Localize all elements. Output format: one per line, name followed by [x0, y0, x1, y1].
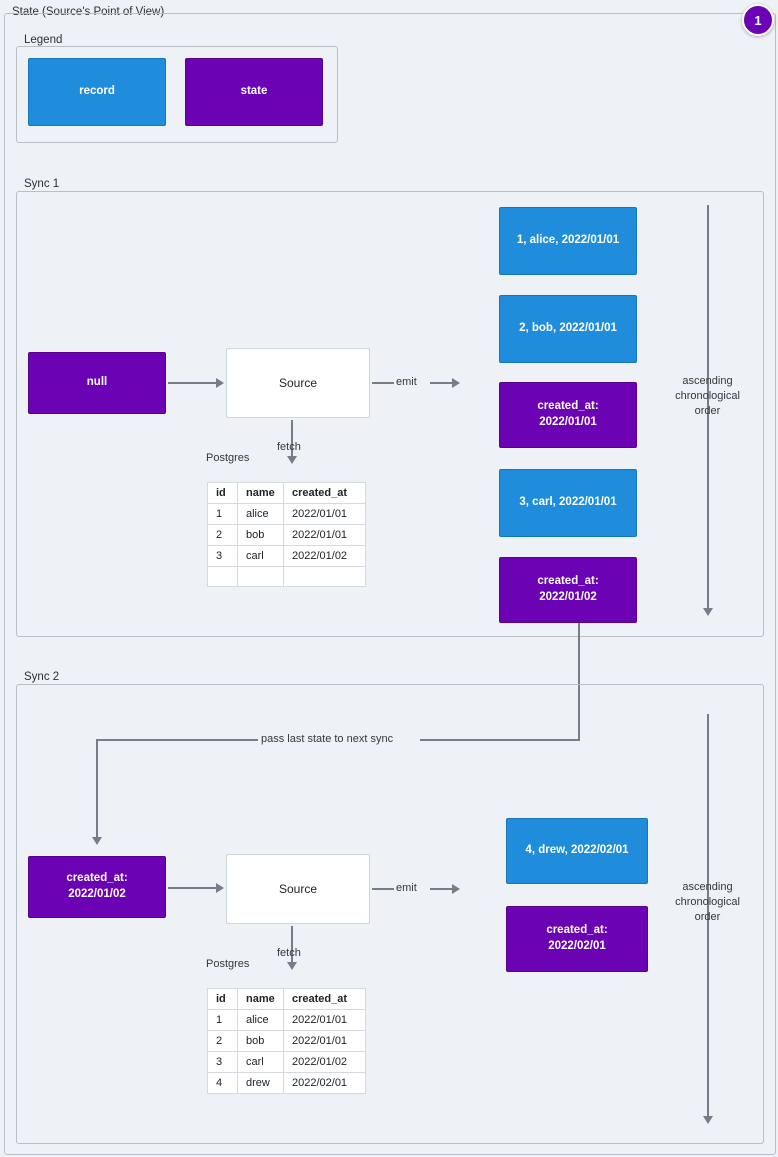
cell-id: 2 — [208, 1031, 238, 1052]
sync1-emit-label: emit — [396, 376, 417, 388]
table-row — [208, 525, 366, 546]
sync2-db-label: Postgres — [206, 958, 250, 970]
table-row — [208, 567, 366, 587]
cell-created-at: 2022/01/02 — [284, 546, 366, 567]
sync2-order-line1: ascending — [682, 881, 733, 893]
sync2-state-to-source-line — [168, 887, 216, 889]
sync1-col-id: id — [208, 483, 238, 504]
sync1-emitted-record-2 — [499, 295, 637, 363]
cell-id: 1 — [208, 504, 238, 525]
sync2-order-line2: chronological — [675, 895, 740, 908]
sync2-emitted-state-1 — [506, 906, 648, 972]
sync1-db-table — [207, 482, 366, 587]
sync2-emitted-state-1-line1: created_at: — [546, 924, 608, 937]
cell-created-at: 2022/02/01 — [284, 1073, 366, 1094]
sync2-col-name: name — [238, 989, 284, 1010]
sync1-emitted-record-3 — [499, 469, 637, 537]
sync2-emit-arrow — [452, 884, 460, 894]
sync1-input-state — [28, 352, 166, 414]
legend-record-node — [28, 58, 166, 126]
sync2-col-id: id — [208, 989, 238, 1010]
sync2-col-created-at: created_at — [284, 989, 366, 1010]
sync1-emitted-state-1-line2: 2022/01/01 — [539, 416, 597, 428]
sync2-emitted-record-1-label: 4, drew, 2022/02/01 — [525, 844, 629, 857]
sync1-emitted-state-2-line2: 2022/01/02 — [539, 591, 597, 603]
cell-name: alice — [238, 1010, 284, 1031]
table-header-row — [208, 989, 366, 1010]
cell-id: 2 — [208, 525, 238, 546]
sync1-input-state-label: null — [86, 376, 108, 389]
sync2-emitted-state-1-line2: 2022/02/01 — [548, 940, 606, 952]
cell-created-at: 2022/01/02 — [284, 1052, 366, 1073]
cell-id: 4 — [208, 1073, 238, 1094]
sync1-state-to-source-line — [168, 382, 216, 384]
sync1-emit-line-left — [372, 382, 394, 384]
cell-created-at: 2022/01/01 — [284, 504, 366, 525]
sync2-source-node — [226, 854, 370, 924]
sync2-emit-line-right — [430, 888, 452, 890]
legend-state-label: state — [240, 85, 268, 98]
sync2-input-state — [28, 856, 166, 918]
sync1-frame — [16, 191, 764, 637]
cell-id: 3 — [208, 1052, 238, 1073]
sync1-order-line3: order — [694, 404, 721, 417]
sync2-title: Sync 2 — [20, 671, 63, 683]
cell-name: drew — [238, 1073, 284, 1094]
sync1-emitted-record-1-label: 1, alice, 2022/01/01 — [516, 234, 620, 247]
sync1-source-label: Source — [278, 375, 318, 390]
sync1-emit-line-right — [430, 382, 452, 384]
sync1-fetch-label: fetch — [277, 441, 301, 453]
sync2-input-state-line1: created_at: — [66, 872, 128, 885]
cell-name: alice — [238, 504, 284, 525]
cell-name: bob — [238, 525, 284, 546]
cell-name — [238, 567, 284, 587]
sync2-emitted-record-1 — [506, 818, 648, 884]
cell-name: carl — [238, 1052, 284, 1073]
sync1-col-name: name — [238, 483, 284, 504]
sync2-emit-line-left — [372, 888, 394, 890]
cell-name: carl — [238, 546, 284, 567]
legend-record-label: record — [79, 85, 115, 98]
sync1-db-label: Postgres — [206, 452, 250, 464]
sync1-emitted-state-2-line1: created_at: — [537, 575, 599, 588]
legend-state-node — [185, 58, 323, 126]
table-row — [208, 1073, 366, 1094]
sync1-fetch-arrow — [287, 456, 297, 464]
sync2-state-to-source-arrow — [216, 883, 224, 893]
sync1-state-to-source-arrow — [216, 378, 224, 388]
sync2-order-label — [660, 880, 755, 925]
cell-name: bob — [238, 1031, 284, 1052]
cell-created-at — [284, 567, 366, 587]
cell-id — [208, 567, 238, 587]
sync1-emit-arrow — [452, 378, 460, 388]
sync1-order-line1: ascending — [682, 375, 733, 387]
sync2-fetch-arrow — [287, 962, 297, 970]
table-row — [208, 1052, 366, 1073]
sync1-source-node — [226, 348, 370, 418]
cell-created-at: 2022/01/01 — [284, 525, 366, 546]
sync1-order-label — [660, 374, 755, 419]
table-row — [208, 504, 366, 525]
table-header-row — [208, 483, 366, 504]
cell-id: 1 — [208, 1010, 238, 1031]
sync2-emit-label: emit — [396, 882, 417, 894]
sync1-emitted-state-1 — [499, 382, 637, 448]
sync1-emitted-record-1 — [499, 207, 637, 275]
legend-title: Legend — [20, 34, 66, 46]
sync2-input-state-line2: 2022/01/02 — [68, 888, 126, 900]
sync1-order-line2: chronological — [675, 389, 740, 402]
sync2-order-line3: order — [694, 910, 721, 923]
sync2-db-table — [207, 988, 366, 1094]
sync1-emitted-record-3-label: 3, carl, 2022/01/01 — [519, 496, 617, 509]
sync1-emitted-state-1-line1: created_at: — [537, 400, 599, 413]
table-row — [208, 546, 366, 567]
step-badge: 1 — [742, 4, 774, 36]
sync1-title: Sync 1 — [20, 178, 63, 190]
sync2-fetch-label: fetch — [277, 947, 301, 959]
pass-state-label: pass last state to next sync — [258, 733, 396, 745]
sync2-source-label: Source — [278, 881, 318, 896]
page-title: State (Source's Point of View) — [8, 6, 168, 18]
cell-created-at: 2022/01/01 — [284, 1010, 366, 1031]
sync2-order-arrow — [703, 1116, 713, 1124]
table-row — [208, 1010, 366, 1031]
sync1-emitted-record-2-label: 2, bob, 2022/01/01 — [519, 322, 617, 335]
sync1-emitted-state-2 — [499, 557, 637, 623]
cell-created-at: 2022/01/01 — [284, 1031, 366, 1052]
sync1-order-arrow — [703, 608, 713, 616]
sync1-col-created-at: created_at — [284, 483, 366, 504]
cell-id: 3 — [208, 546, 238, 567]
table-row — [208, 1031, 366, 1052]
